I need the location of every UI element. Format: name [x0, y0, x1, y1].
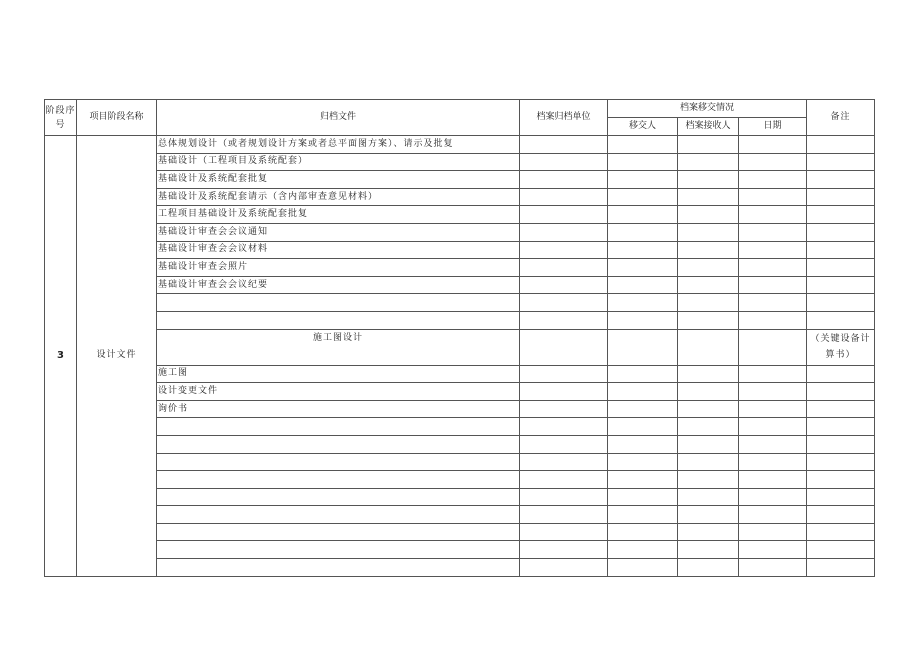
unit-cell — [520, 223, 608, 241]
archive-file-cell — [157, 294, 520, 312]
table-row — [45, 311, 875, 329]
receiver-cell — [678, 188, 739, 206]
unit-cell — [520, 329, 608, 365]
date-cell — [739, 488, 807, 506]
unit-cell — [520, 559, 608, 577]
unit-cell — [520, 471, 608, 489]
giver-cell — [608, 471, 678, 489]
remark-cell — [807, 153, 875, 171]
header-transfer: 档案移交情况 — [608, 100, 807, 118]
date-cell — [739, 471, 807, 489]
receiver-cell — [678, 435, 739, 453]
table-row — [45, 471, 875, 489]
archive-file-cell: 设计变更文件 — [157, 383, 520, 401]
date-cell — [739, 276, 807, 294]
table-row — [45, 241, 875, 259]
unit-cell — [520, 400, 608, 418]
giver-cell — [608, 383, 678, 401]
archive-file-cell: 基础设计（工程项目及系统配套） — [157, 153, 520, 171]
table-row — [45, 400, 875, 418]
archive-file-cell: 基础设计及系统配套批复 — [157, 171, 520, 189]
table-row — [45, 506, 875, 524]
header-file: 归档文件 — [157, 100, 520, 136]
receiver-cell — [678, 365, 739, 383]
remark-cell — [807, 506, 875, 524]
archive-file-cell — [157, 488, 520, 506]
date-cell — [739, 365, 807, 383]
remark-cell — [807, 383, 875, 401]
giver-cell — [608, 241, 678, 259]
table-row — [45, 435, 875, 453]
table-row — [45, 294, 875, 312]
archive-table — [44, 99, 875, 577]
unit-cell — [520, 435, 608, 453]
header-date: 日期 — [739, 118, 807, 136]
table-row — [45, 488, 875, 506]
date-cell — [739, 559, 807, 577]
table-row — [45, 559, 875, 577]
remark-cell — [807, 259, 875, 277]
giver-cell — [608, 365, 678, 383]
receiver-cell — [678, 471, 739, 489]
table-row — [45, 418, 875, 436]
archive-file-cell: 基础设计审查会会议材料 — [157, 241, 520, 259]
giver-cell — [608, 488, 678, 506]
receiver-cell — [678, 171, 739, 189]
archive-file-cell — [157, 418, 520, 436]
giver-cell — [608, 418, 678, 436]
archive-file-cell: 总体规划设计（或者规划设计方案或者总平面图方案）、请示及批复 — [157, 136, 520, 154]
receiver-cell — [678, 294, 739, 312]
archive-file-cell — [157, 559, 520, 577]
archive-file-cell: 基础设计审查会会议纪要 — [157, 276, 520, 294]
remark-cell — [807, 453, 875, 471]
giver-cell — [608, 294, 678, 312]
unit-cell — [520, 488, 608, 506]
unit-cell — [520, 383, 608, 401]
giver-cell — [608, 559, 678, 577]
remark-cell — [807, 136, 875, 154]
remark-cell — [807, 365, 875, 383]
date-cell — [739, 188, 807, 206]
date-cell — [739, 206, 807, 224]
table-row — [45, 453, 875, 471]
archive-file-cell — [157, 541, 520, 559]
table-row — [45, 365, 875, 383]
receiver-cell — [678, 206, 739, 224]
giver-cell — [608, 206, 678, 224]
table-row — [45, 171, 875, 189]
date-cell — [739, 171, 807, 189]
giver-cell — [608, 136, 678, 154]
remark-cell — [807, 435, 875, 453]
giver-cell — [608, 311, 678, 329]
header-receiver: 档案接收人 — [678, 118, 739, 136]
giver-cell — [608, 453, 678, 471]
stage-name: 设计文件 — [77, 136, 157, 577]
giver-cell — [608, 506, 678, 524]
giver-cell — [608, 276, 678, 294]
date-cell — [739, 329, 807, 365]
unit-cell — [520, 523, 608, 541]
receiver-cell — [678, 488, 739, 506]
remark-cell — [807, 559, 875, 577]
giver-cell — [608, 259, 678, 277]
remark-cell: （关键设备计算书） — [807, 329, 875, 365]
unit-cell — [520, 171, 608, 189]
remark-cell — [807, 276, 875, 294]
receiver-cell — [678, 311, 739, 329]
giver-cell — [608, 523, 678, 541]
receiver-cell — [678, 383, 739, 401]
date-cell — [739, 311, 807, 329]
table-row — [45, 153, 875, 171]
unit-cell — [520, 418, 608, 436]
table-row — [45, 276, 875, 294]
date-cell — [739, 241, 807, 259]
receiver-cell — [678, 153, 739, 171]
date-cell — [739, 153, 807, 171]
remark-cell — [807, 294, 875, 312]
remark-cell — [807, 223, 875, 241]
remark-cell — [807, 400, 875, 418]
giver-cell — [608, 153, 678, 171]
remark-cell — [807, 418, 875, 436]
receiver-cell — [678, 241, 739, 259]
giver-cell — [608, 400, 678, 418]
date-cell — [739, 453, 807, 471]
giver-cell — [608, 188, 678, 206]
table-row — [45, 259, 875, 277]
header-giver: 移交人 — [608, 118, 678, 136]
receiver-cell — [678, 259, 739, 277]
date-cell — [739, 383, 807, 401]
table-row — [45, 383, 875, 401]
unit-cell — [520, 365, 608, 383]
archive-file-cell — [157, 506, 520, 524]
date-cell — [739, 506, 807, 524]
unit-cell — [520, 276, 608, 294]
receiver-cell — [678, 506, 739, 524]
receiver-cell — [678, 400, 739, 418]
giver-cell — [608, 171, 678, 189]
giver-cell — [608, 329, 678, 365]
remark-cell — [807, 488, 875, 506]
remark-cell — [807, 241, 875, 259]
unit-cell — [520, 294, 608, 312]
unit-cell — [520, 206, 608, 224]
receiver-cell — [678, 541, 739, 559]
archive-file-cell — [157, 453, 520, 471]
date-cell — [739, 418, 807, 436]
unit-cell — [520, 259, 608, 277]
table-row — [45, 206, 875, 224]
giver-cell — [608, 223, 678, 241]
table-row — [45, 329, 875, 365]
receiver-cell — [678, 223, 739, 241]
header-stage-no: 阶段序号 — [45, 100, 77, 136]
archive-file-cell: 询价书 — [157, 400, 520, 418]
table-row — [45, 523, 875, 541]
unit-cell — [520, 153, 608, 171]
archive-file-cell: 基础设计及系统配套请示（含内部审查意见材料） — [157, 188, 520, 206]
archive-file-cell: 基础设计审查会照片 — [157, 259, 520, 277]
table-row — [45, 188, 875, 206]
unit-cell — [520, 541, 608, 559]
unit-cell — [520, 241, 608, 259]
archive-sheet — [44, 99, 874, 577]
header-unit: 档案归档单位 — [520, 100, 608, 136]
receiver-cell — [678, 329, 739, 365]
receiver-cell — [678, 418, 739, 436]
remark-cell — [807, 171, 875, 189]
archive-file-cell — [157, 471, 520, 489]
remark-cell — [807, 311, 875, 329]
archive-file-cell — [157, 435, 520, 453]
receiver-cell — [678, 276, 739, 294]
table-row — [45, 541, 875, 559]
unit-cell — [520, 506, 608, 524]
receiver-cell — [678, 559, 739, 577]
unit-cell — [520, 136, 608, 154]
date-cell — [739, 523, 807, 541]
unit-cell — [520, 188, 608, 206]
date-cell — [739, 400, 807, 418]
date-cell — [739, 259, 807, 277]
remark-cell — [807, 541, 875, 559]
receiver-cell — [678, 136, 739, 154]
header-stage-name: 项目阶段名称 — [77, 100, 157, 136]
date-cell — [739, 541, 807, 559]
table-row — [45, 223, 875, 241]
stage-number: 3 — [45, 136, 77, 577]
unit-cell — [520, 311, 608, 329]
table-row — [45, 136, 875, 154]
remark-cell — [807, 523, 875, 541]
archive-file-cell: 基础设计审查会会议通知 — [157, 223, 520, 241]
date-cell — [739, 294, 807, 312]
date-cell — [739, 136, 807, 154]
giver-cell — [608, 435, 678, 453]
header-remark: 备注 — [807, 100, 875, 136]
header-row-top — [45, 100, 875, 118]
archive-file-cell: 工程项目基础设计及系统配套批复 — [157, 206, 520, 224]
archive-file-cell: 施工图 — [157, 365, 520, 383]
date-cell — [739, 223, 807, 241]
receiver-cell — [678, 453, 739, 471]
remark-cell — [807, 206, 875, 224]
unit-cell — [520, 453, 608, 471]
remark-cell — [807, 471, 875, 489]
giver-cell — [608, 541, 678, 559]
archive-file-cell — [157, 311, 520, 329]
date-cell — [739, 435, 807, 453]
archive-file-cell — [157, 523, 520, 541]
remark-cell — [807, 188, 875, 206]
archive-file-cell: 施工图设计 — [157, 329, 520, 365]
receiver-cell — [678, 523, 739, 541]
